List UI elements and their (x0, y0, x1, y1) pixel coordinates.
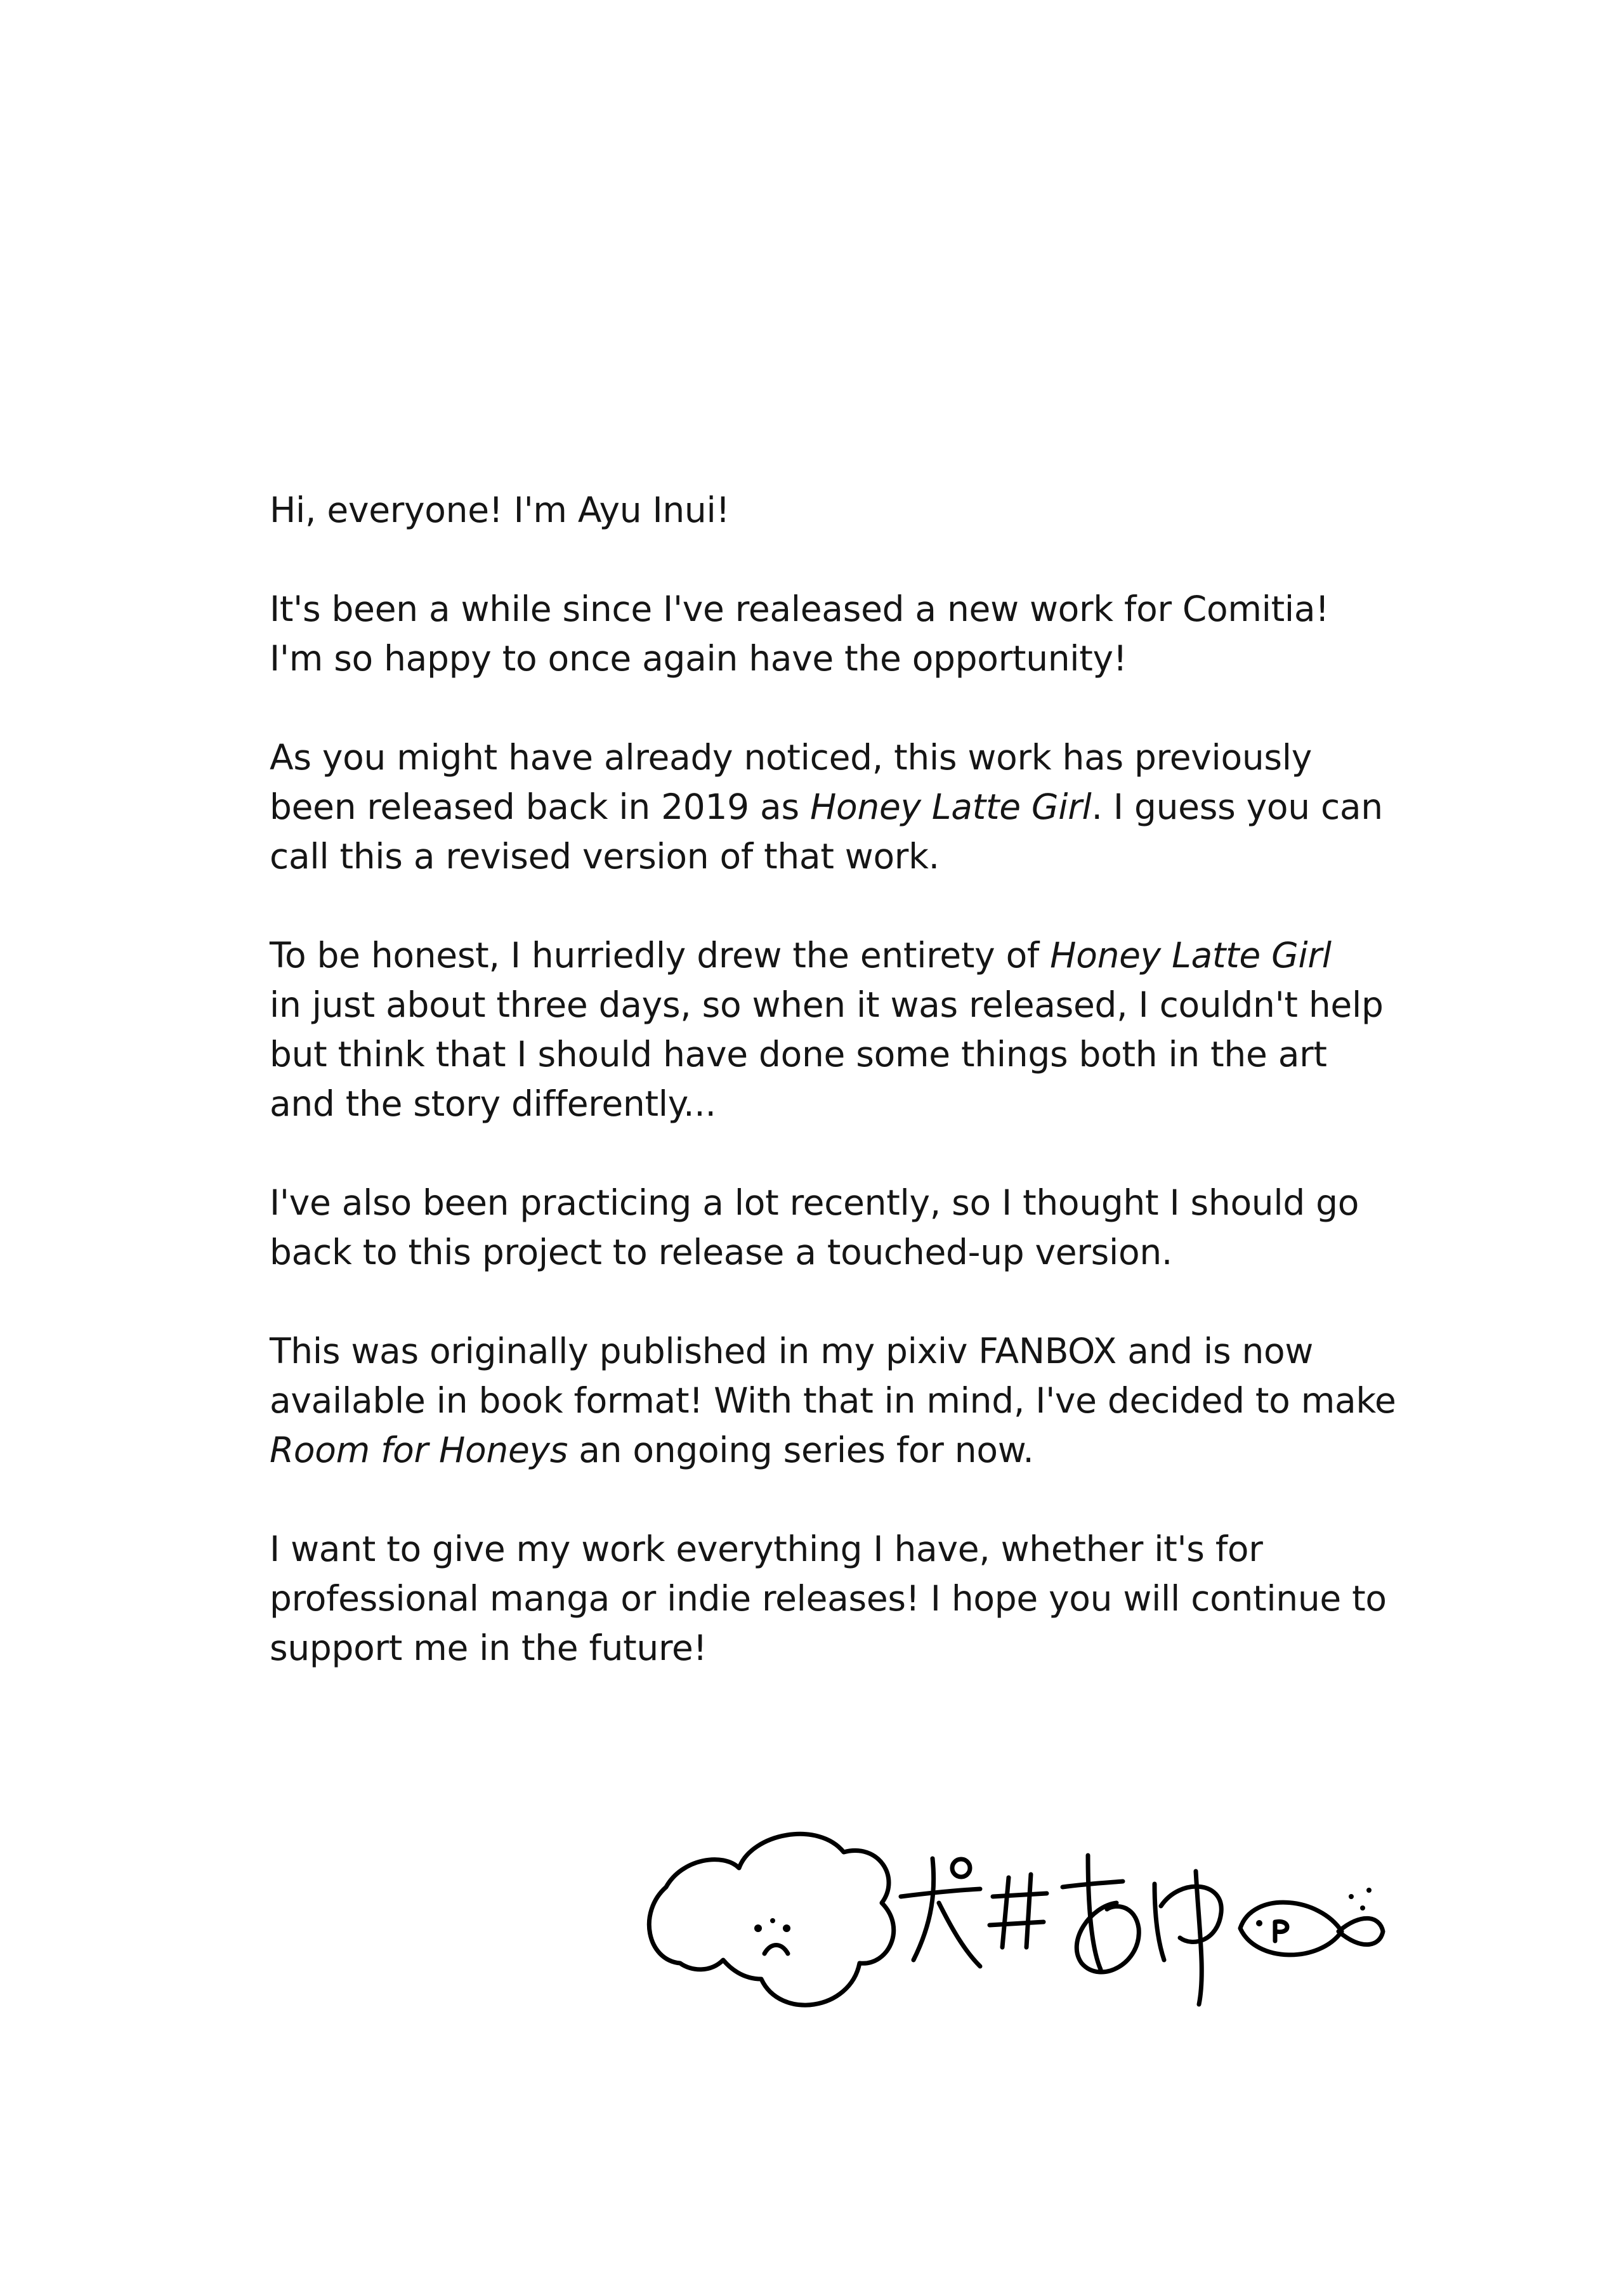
text-segment: in just about three days, so when it was released, I couldn't help but think that I should have done some things both in the art and the story differently... (270, 984, 1384, 1124)
fish-bubble (1349, 1894, 1354, 1899)
char-i-stroke-3 (1002, 1878, 1009, 1947)
text-segment: . I guess you can call this a revised version of that work. (270, 787, 1383, 877)
fish-mouth (1275, 1921, 1287, 1941)
fish-body (1240, 1902, 1342, 1955)
char-a-stroke-1 (1063, 1881, 1123, 1887)
face-dot (770, 1918, 775, 1923)
paragraph-honest (270, 931, 1424, 1128)
paragraph-previous-release (270, 733, 1424, 881)
char-inu-stroke-1 (901, 1889, 980, 1897)
paragraph-closing: I want to give my work everything I have, whether it's for professional manga or indie releases! I hope you will continue to support me in the future! (270, 1529, 1387, 1668)
letter-body (270, 485, 1424, 1673)
char-inu-dot (952, 1859, 970, 1877)
paragraph-practicing: I've also been practicing a lot recently, so I thought I should go back to this project to release a touched-up version. (270, 1182, 1359, 1272)
text-segment: an ongoing series for now. (568, 1430, 1034, 1470)
char-yu-stroke-2 (1161, 1886, 1221, 1942)
char-a-stroke-3 (1077, 1903, 1139, 1972)
text-segment: To be honest, I hurriedly drew the entirety of (270, 935, 1051, 976)
face-eye-left (754, 1924, 762, 1932)
series-title: Room for Honeys (270, 1430, 568, 1470)
fish-bubble (1366, 1888, 1372, 1893)
face-mouth (764, 1945, 788, 1954)
char-i-stroke-1 (993, 1893, 1047, 1897)
face-eye-right (783, 1924, 790, 1932)
char-inu-stroke-3 (939, 1903, 980, 1966)
paragraph-fanbox (270, 1326, 1424, 1475)
text-segment: As you might have already noticed, this work has previously been released back in 2019 as (270, 737, 1312, 827)
paragraph-comitia: It's been a while since I've realeased a new work for Comitia! I'm so happy to once again have the opportunity! (270, 589, 1330, 679)
fish-bubble (1360, 1905, 1365, 1911)
handwritten-signature-icon (634, 1801, 1396, 2017)
char-inu-stroke-2 (914, 1859, 934, 1960)
char-i-stroke-2 (990, 1922, 1044, 1925)
paragraph-greeting: Hi, everyone! I'm Ayu Inui! (270, 490, 730, 530)
work-title: Honey Latte Girl (1050, 935, 1332, 976)
char-yu-stroke-1 (1155, 1884, 1164, 1960)
fish-tail (1339, 1918, 1383, 1944)
text-segment: This was originally published in my pixiv FANBOX and is now available in book format! With that in mind, I've decided to make (270, 1331, 1396, 1421)
char-i-stroke-4 (1026, 1874, 1031, 1947)
work-title: Honey Latte Girl (810, 787, 1092, 827)
char-yu-stroke-3 (1196, 1871, 1202, 2004)
fish-eye (1256, 1920, 1262, 1926)
